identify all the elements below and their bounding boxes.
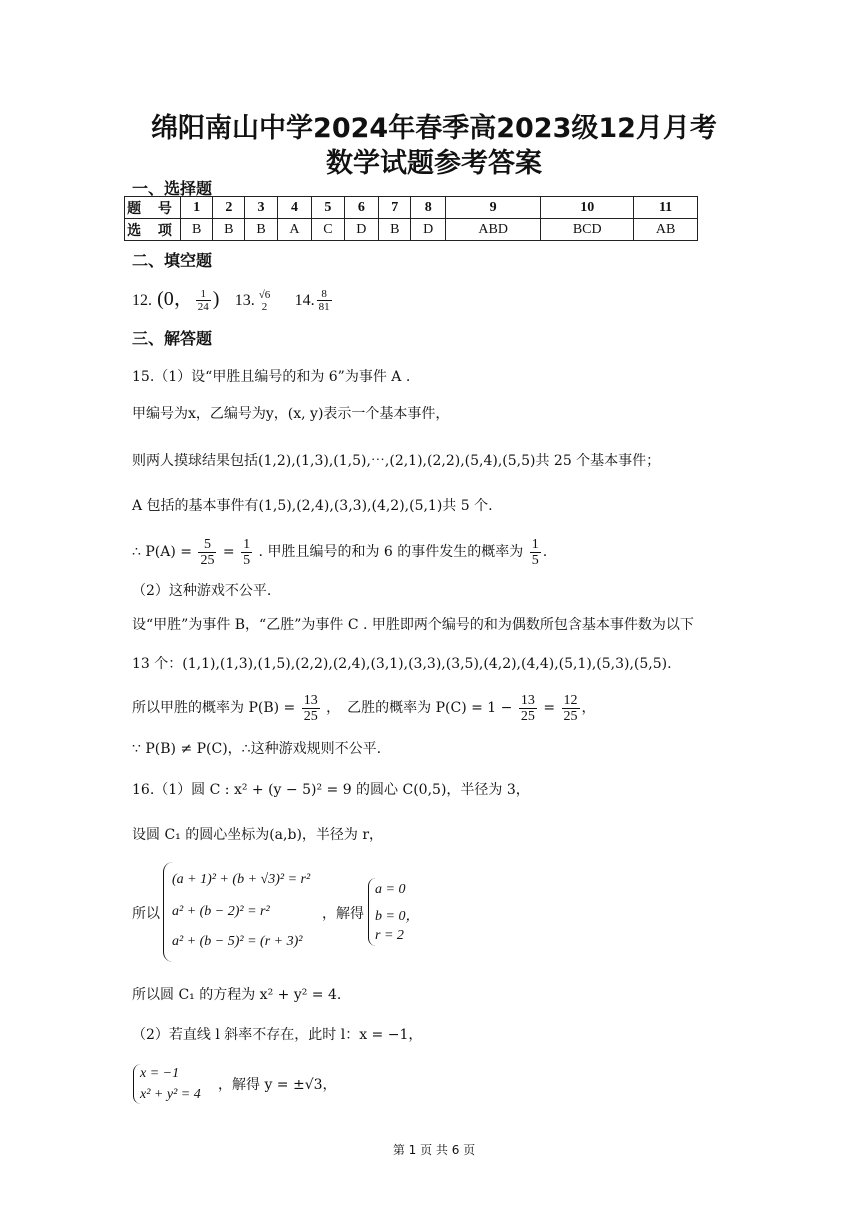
p15-l5-c: . 甲胜且编号的和为 6 的事件发生的概率为 <box>258 544 524 560</box>
q12-label: 12. <box>132 292 152 309</box>
solution-r: r = 2 <box>375 928 404 943</box>
p15-line-4: A 包括的基本事件有(1,5),(2,4),(3,3),(4,2),(5,1)共 5 个. <box>132 498 493 514</box>
section-solution: 三、解答题 <box>132 329 213 348</box>
section-fill: 二、填空题 <box>132 251 213 270</box>
answer-table <box>124 196 698 241</box>
p15-line-7: 设“甲胜”为事件 B，“乙胜”为事件 C . 甲胜即两个编号的和为偶数所包含基本事件数为以下 <box>132 617 694 633</box>
denominator: 5 <box>243 552 251 568</box>
table-cell: 11 <box>634 197 698 219</box>
table-cell: BCD <box>541 219 634 241</box>
denominator: 25 <box>200 552 215 568</box>
system-eq-2: a² + (b − 2)² = r² <box>172 904 270 919</box>
fraction <box>519 693 537 724</box>
q12-denominator: 24 <box>197 301 209 313</box>
system-eq-3: a² + (b − 5)² = (r + 3)² <box>172 934 303 949</box>
table-cell: B <box>213 219 245 241</box>
table-cell: 2 <box>213 197 245 219</box>
p15-l5-d: . <box>542 544 548 560</box>
q12-fraction <box>196 288 211 313</box>
q13-fraction <box>257 289 273 313</box>
p15-l9-b: ， 乙胜的概率为 P(C) = 1 − <box>326 700 513 716</box>
table-row <box>125 219 698 241</box>
solution-b: b = 0， <box>375 909 420 924</box>
row-header-number: 题 号 <box>125 197 181 219</box>
table-cell: AB <box>634 219 698 241</box>
fraction <box>562 693 580 724</box>
table-cell: 1 <box>181 197 213 219</box>
q13-denominator: 2 <box>261 300 268 313</box>
q14-fraction <box>317 288 332 313</box>
system-eq-1: (a + 1)² + (b + √3)² = r² <box>172 872 311 887</box>
p15-line-10: ∵ P(B) ≠ P(C)，∴这种游戏规则不公平. <box>132 741 382 757</box>
numerator: 12 <box>563 692 578 708</box>
table-cell: ABD <box>446 219 541 241</box>
q13-label: 13. <box>234 292 255 309</box>
table-cell: 6 <box>344 197 379 219</box>
table-cell: D <box>411 219 446 241</box>
q13-numerator: √6 <box>258 288 271 301</box>
p15-l5-a: ∴ P(A) = <box>132 544 192 560</box>
p15-l9-c: = <box>543 700 556 716</box>
table-row <box>125 197 698 219</box>
fill-answers <box>132 284 334 316</box>
numerator: 5 <box>198 537 216 553</box>
p15-l9-a: 所以甲胜的概率为 P(B) = <box>132 700 296 716</box>
table-cell: B <box>245 219 277 241</box>
fraction <box>302 693 320 724</box>
p16-line-3: 所以圆 C₁ 的方程为 x² + y² = 4. <box>132 987 342 1003</box>
table-cell: A <box>277 219 312 241</box>
numerator: 13 <box>303 692 318 708</box>
table-cell: B <box>379 219 411 241</box>
solution-a: a = 0 <box>375 882 406 897</box>
denominator: 25 <box>303 708 318 724</box>
table-cell: 3 <box>245 197 277 219</box>
q12-open: (0， <box>157 288 194 310</box>
case-eq-2: x² + y² = 4 <box>140 1087 201 1102</box>
table-cell: 10 <box>541 197 634 219</box>
table-cell: B <box>181 219 213 241</box>
p16-line-2: 设圆 C₁ 的圆心坐标为(a,b)，半径为 r， <box>132 827 384 843</box>
table-cell: 8 <box>411 197 446 219</box>
q14-denominator: 81 <box>318 301 330 313</box>
p15-line-3: 则两人摸球结果包括(1,2),(1,3),(1,5),⋯,(2,1),(2,2),(5,4),(5,5)共 25 个基本事件； <box>132 453 661 469</box>
title-line-2: 数学试题参考答案 <box>326 148 542 179</box>
fraction <box>241 537 252 568</box>
numerator: 13 <box>520 692 535 708</box>
p15-l5-b: = <box>222 544 235 560</box>
case-eq-1: x = −1 <box>140 1066 180 1081</box>
table-cell: D <box>344 219 379 241</box>
fraction <box>530 537 541 568</box>
p15-line-1: 15.（1）设“甲胜且编号的和为 6”为事件 A . <box>132 369 411 385</box>
p16-line-1: 16.（1）圆 C : x² + (y − 5)² = 9 的圆心 C(0,5)，半径为 3， <box>132 782 530 798</box>
page-footer: 第 1 页 共 6 页 <box>392 1143 476 1157</box>
fraction <box>198 537 216 568</box>
p15-line-5 <box>132 536 547 568</box>
section-choice: 一、选择题 <box>132 179 213 198</box>
p16-solve-label: ，解得 <box>322 906 364 922</box>
table-cell: 4 <box>277 197 312 219</box>
table-cell: C <box>312 219 344 241</box>
row-header-option: 选 项 <box>125 219 181 241</box>
denominator: 25 <box>563 708 578 724</box>
table-cell: 9 <box>446 197 541 219</box>
p16-sys-label: 所以 <box>132 906 160 922</box>
p15-line-9 <box>132 692 596 724</box>
q12-close: ) <box>212 288 220 310</box>
table-cell: 5 <box>312 197 344 219</box>
q14-label: 14. <box>294 292 315 309</box>
p16-line-5: ，解得 y = ±√3， <box>218 1077 337 1093</box>
p15-l9-d: ， <box>581 700 596 716</box>
p15-line-6: （2）这种游戏不公平. <box>132 583 272 599</box>
q12-numerator: 1 <box>196 288 211 301</box>
q14-numerator: 8 <box>317 288 332 301</box>
numerator: 1 <box>243 536 251 552</box>
numerator: 1 <box>531 536 539 552</box>
p16-line-4: （2）若直线 l 斜率不存在，此时 l：x = −1， <box>132 1027 423 1043</box>
table-cell: 7 <box>379 197 411 219</box>
title-line-1: 绵阳南山中学2024年春季高2023级12月月考 <box>151 113 717 144</box>
denominator: 25 <box>520 708 535 724</box>
p15-line-8: 13 个：(1,1),(1,3),(1,5),(2,2),(2,4),(3,1),(3,3),(3,5),(4,2),(4,4),(5,1),(5,3),(5,5). <box>132 656 672 672</box>
p15-line-2: 甲编号为x，乙编号为y，(x, y)表示一个基本事件， <box>132 406 450 422</box>
denominator: 5 <box>531 552 539 568</box>
